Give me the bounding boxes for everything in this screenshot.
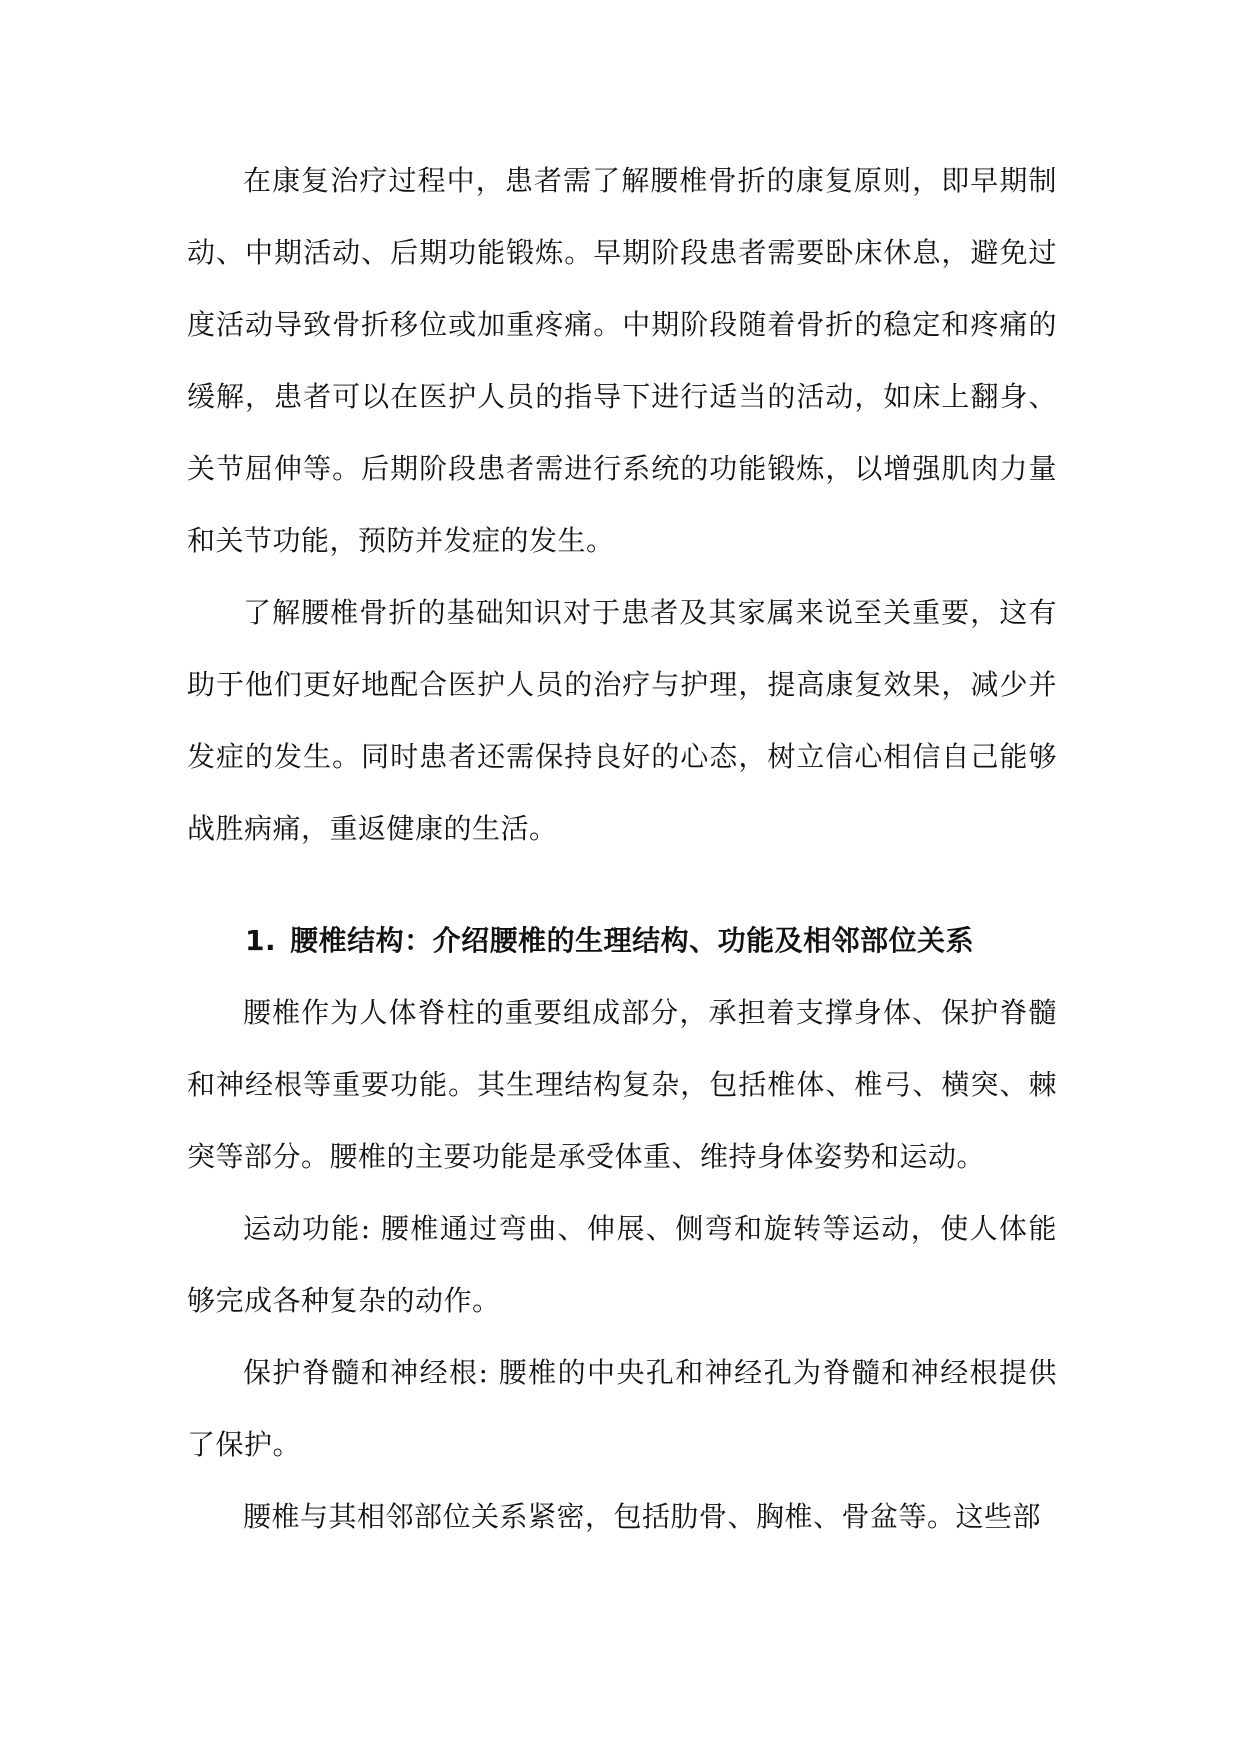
paragraph-rehab-principles: 在康复治疗过程中，患者需了解腰椎骨折的康复原则，即早期制动、中期活动、后期功能锻炼。早期阶段患者需要卧床休息，避免过度活动导致骨折移位或加重疼痛。中期阶段随着骨折的稳定和疼痛的缓解，患者可以在医护人员的指导下进行适当的活动，如床上翻身、关节屈伸等。后期阶段患者需进行系统的功能锻炼，以增强肌肉力量和关节功能，预防并发症的发生。 <box>187 164 1057 557</box>
paragraph-adjacent-relations: 腰椎与其相邻部位关系紧密，包括肋骨、胸椎、骨盆等。这些部 <box>243 1500 1042 1533</box>
section-heading-text: 腰椎结构：介绍腰椎的生理结构、功能及相邻部位关系 <box>290 924 975 957</box>
paragraph-lumbar-structure: 腰椎作为人体脊柱的重要组成部分，承担着支撑身体、保护脊髓和神经根等重要功能。其生理结构复杂，包括椎体、椎弓、横突、棘突等部分。腰椎的主要功能是承受体重、维持身体姿势和运动。 <box>187 996 1057 1173</box>
section-heading <box>187 905 1057 977</box>
paragraph-motion-function: 运动功能: 腰椎通过弯曲、伸展、侧弯和旋转等运动，使人体能够完成各种复杂的动作。 <box>187 1212 1057 1317</box>
section-spacer <box>187 865 1057 905</box>
section-heading-number: 1. <box>245 924 277 957</box>
paragraph-basic-knowledge: 了解腰椎骨折的基础知识对于患者及其家属来说至关重要，这有助于他们更好地配合医护人员的治疗与护理，提高康复效果，减少并发症的发生。同时患者还需保持良好的心态，树立信心相信自己能够战胜病痛，重返健康的生活。 <box>187 596 1057 845</box>
document-body <box>187 145 1057 1553</box>
paragraph-protection-function: 保护脊髓和神经根: 腰椎的中央孔和神经孔为脊髓和神经根提供了保护。 <box>187 1356 1057 1461</box>
